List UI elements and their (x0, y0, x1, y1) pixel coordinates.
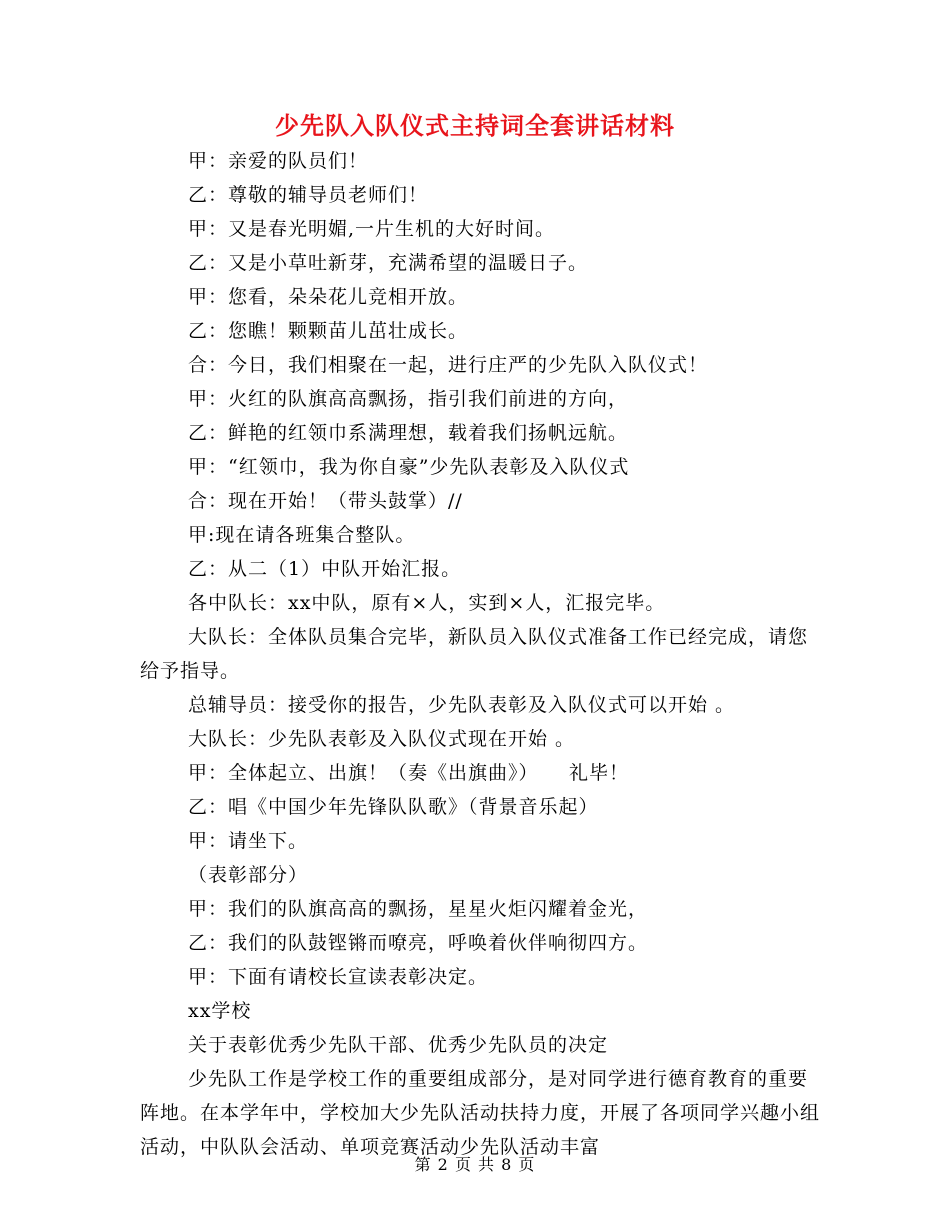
paragraph: xx学校 (188, 1000, 252, 1022)
paragraph: 乙：尊敬的辅导员老师们！ (188, 184, 429, 206)
paragraph: 甲：亲爱的队员们！ (188, 150, 369, 172)
paragraph: 甲：请坐下。 (188, 830, 309, 852)
paragraph: 乙：我们的队鼓铿锵而嘹亮，呼唤着伙伴响彻四方。 (188, 932, 649, 954)
paragraph: 少先队工作是学校工作的重要组成部分，是对同学进行德育教育的重要阵地。在本学年中，学校加大少先队活动扶持力度，开展了各项同学兴趣小组活动，中队队会活动、单项竞赛活动少先队活动丰富 (140, 1068, 821, 1158)
paragraph: 甲：又是春光明媚,一片生机的大好时间。 (188, 218, 556, 240)
paragraph: （表彰部分） (188, 864, 309, 886)
paragraph: 大队长：少先队表彰及入队仪式现在开始 。 (188, 728, 576, 750)
paragraph: 甲：全体起立、出旗！（奏《出旗曲》） 礼毕！ (188, 762, 630, 784)
paragraph: 甲：“红领巾，我为你自豪”少先队表彰及入队仪式 (188, 456, 630, 478)
paragraph: 大队长：全体队员集合完毕，新队员入队仪式准备工作已经完成，请您给予指导。 (140, 626, 809, 682)
paragraph: 总辅导员：接受你的报告，少先队表彰及入队仪式可以开始 。 (188, 694, 736, 716)
paragraph: 关于表彰优秀少先队干部、优秀少先队员的决定 (188, 1034, 609, 1056)
paragraph: 乙：从二（1）中队开始汇报。 (188, 558, 462, 580)
paragraph: 合：今日，我们相聚在一起，进行庄严的少先队入队仪式！ (188, 354, 709, 376)
paragraph: 各中队长：xx中队，原有×人，实到×人，汇报完毕。 (188, 592, 666, 614)
paragraph: 合：现在开始！（带头鼓掌）// (188, 490, 463, 512)
paragraph: 甲:现在请各班集合整队。 (188, 524, 416, 546)
paragraph: 乙：又是小草吐新芽，充满希望的温暖日子。 (188, 252, 589, 274)
paragraph: 乙：唱《中国少年先锋队队歌》（背景音乐起） (188, 796, 599, 818)
paragraph: 乙：鲜艳的红领巾系满理想，载着我们扬帆远航。 (188, 422, 629, 444)
paragraph: 甲：您看，朵朵花儿竞相开放。 (188, 286, 469, 308)
paragraph: 甲：下面有请校长宣读表彰决定。 (188, 966, 489, 988)
paragraph: 甲：我们的队旗高高的飘扬，星星火炬闪耀着金光， (188, 898, 649, 920)
page-number-footer: 第 2 页 共 8 页 (414, 1155, 536, 1174)
document-body (140, 144, 820, 1164)
document-title: 少先队入队仪式主持词全套讲话材料 (275, 111, 675, 140)
paragraph: 甲：火红的队旗高高飘扬，指引我们前进的方向， (188, 388, 629, 410)
paragraph: 乙：您瞧！颗颗苗儿茁壮成长。 (188, 320, 469, 342)
